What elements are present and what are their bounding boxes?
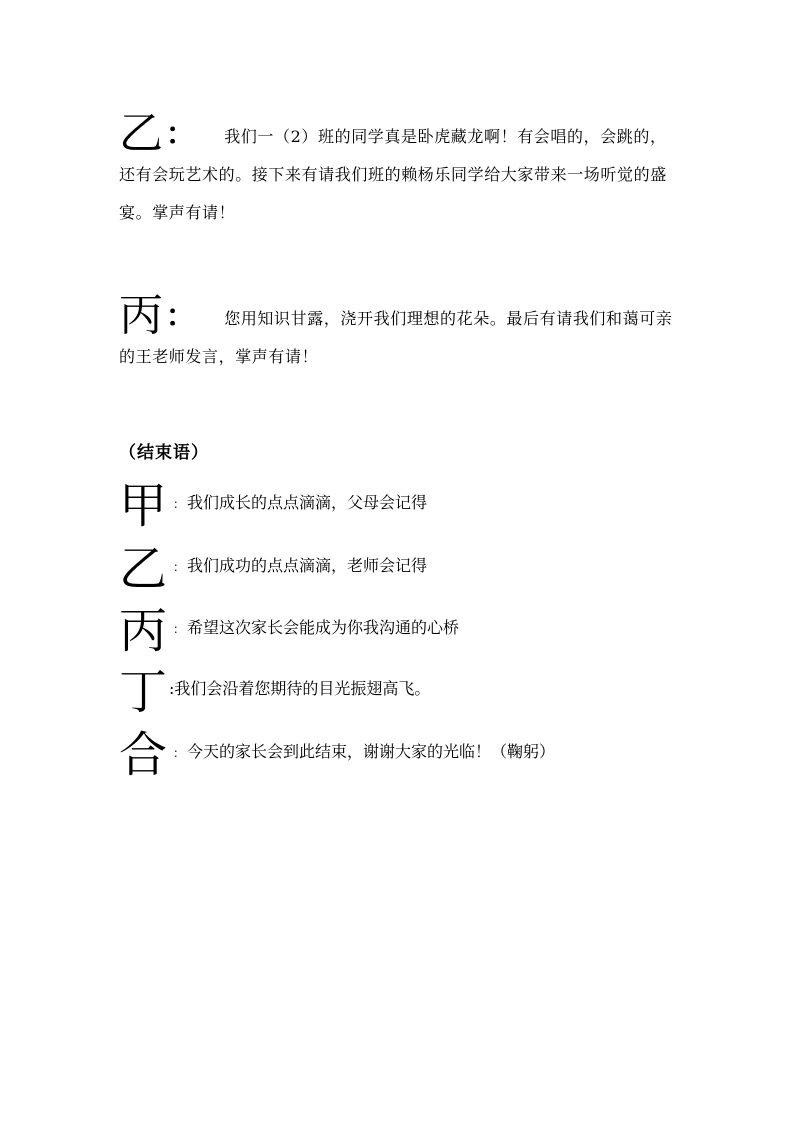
speaker-label: 甲 bbox=[119, 478, 168, 534]
closing-line-bing bbox=[119, 603, 460, 659]
speaker-colon: ： bbox=[173, 497, 186, 511]
speaker-label: 合 bbox=[119, 727, 168, 783]
line-text: 我们成长的点点滴滴，父母会记得 bbox=[187, 493, 428, 512]
paragraph-text: 您用知识甘露，浇开我们理想的花朵。最后有请我们和蔼可亲的王老师发言，掌声有请！ bbox=[119, 309, 673, 366]
speaker-label: 丁 bbox=[119, 664, 168, 720]
closing-line-jia bbox=[119, 478, 428, 534]
line-text: 今天的家长会到此结束，谢谢大家的光临！（鞠躬） bbox=[187, 742, 556, 761]
speaker-label: 丙 bbox=[119, 603, 168, 659]
speaker-colon: ： bbox=[165, 299, 197, 334]
speaker-label: 乙 bbox=[119, 541, 168, 597]
speaker-colon: : bbox=[169, 679, 175, 698]
line-text: 我们成功的点点滴滴，老师会记得 bbox=[187, 556, 428, 575]
paragraph-text: 我们一（2）班的同学真是卧虎藏龙啊！有会唱的，会跳的，还有会玩艺术的。接下来有请我们班的赖杨乐同学给大家带来一场听觉的盛宴。掌声有请！ bbox=[119, 127, 667, 222]
line-text: 希望这次家长会能成为你我沟通的心桥 bbox=[187, 618, 460, 637]
speaker-label: 丙 bbox=[119, 290, 164, 341]
speaker-colon: ： bbox=[173, 560, 186, 574]
speaker-label: 乙 bbox=[119, 108, 164, 159]
speaker-colon: ： bbox=[173, 746, 186, 760]
speaker-colon: ： bbox=[173, 622, 186, 636]
closing-line-ding bbox=[119, 664, 431, 720]
closing-line-he bbox=[119, 727, 556, 783]
dialogue-paragraph-bing bbox=[119, 290, 679, 376]
speaker-colon: ： bbox=[165, 117, 197, 152]
closing-line-yi bbox=[119, 541, 428, 597]
closing-heading: （结束语） bbox=[119, 443, 209, 463]
dialogue-paragraph-yi bbox=[119, 108, 679, 232]
line-text: 我们会沿着您期待的目光振翅高飞。 bbox=[174, 679, 431, 698]
